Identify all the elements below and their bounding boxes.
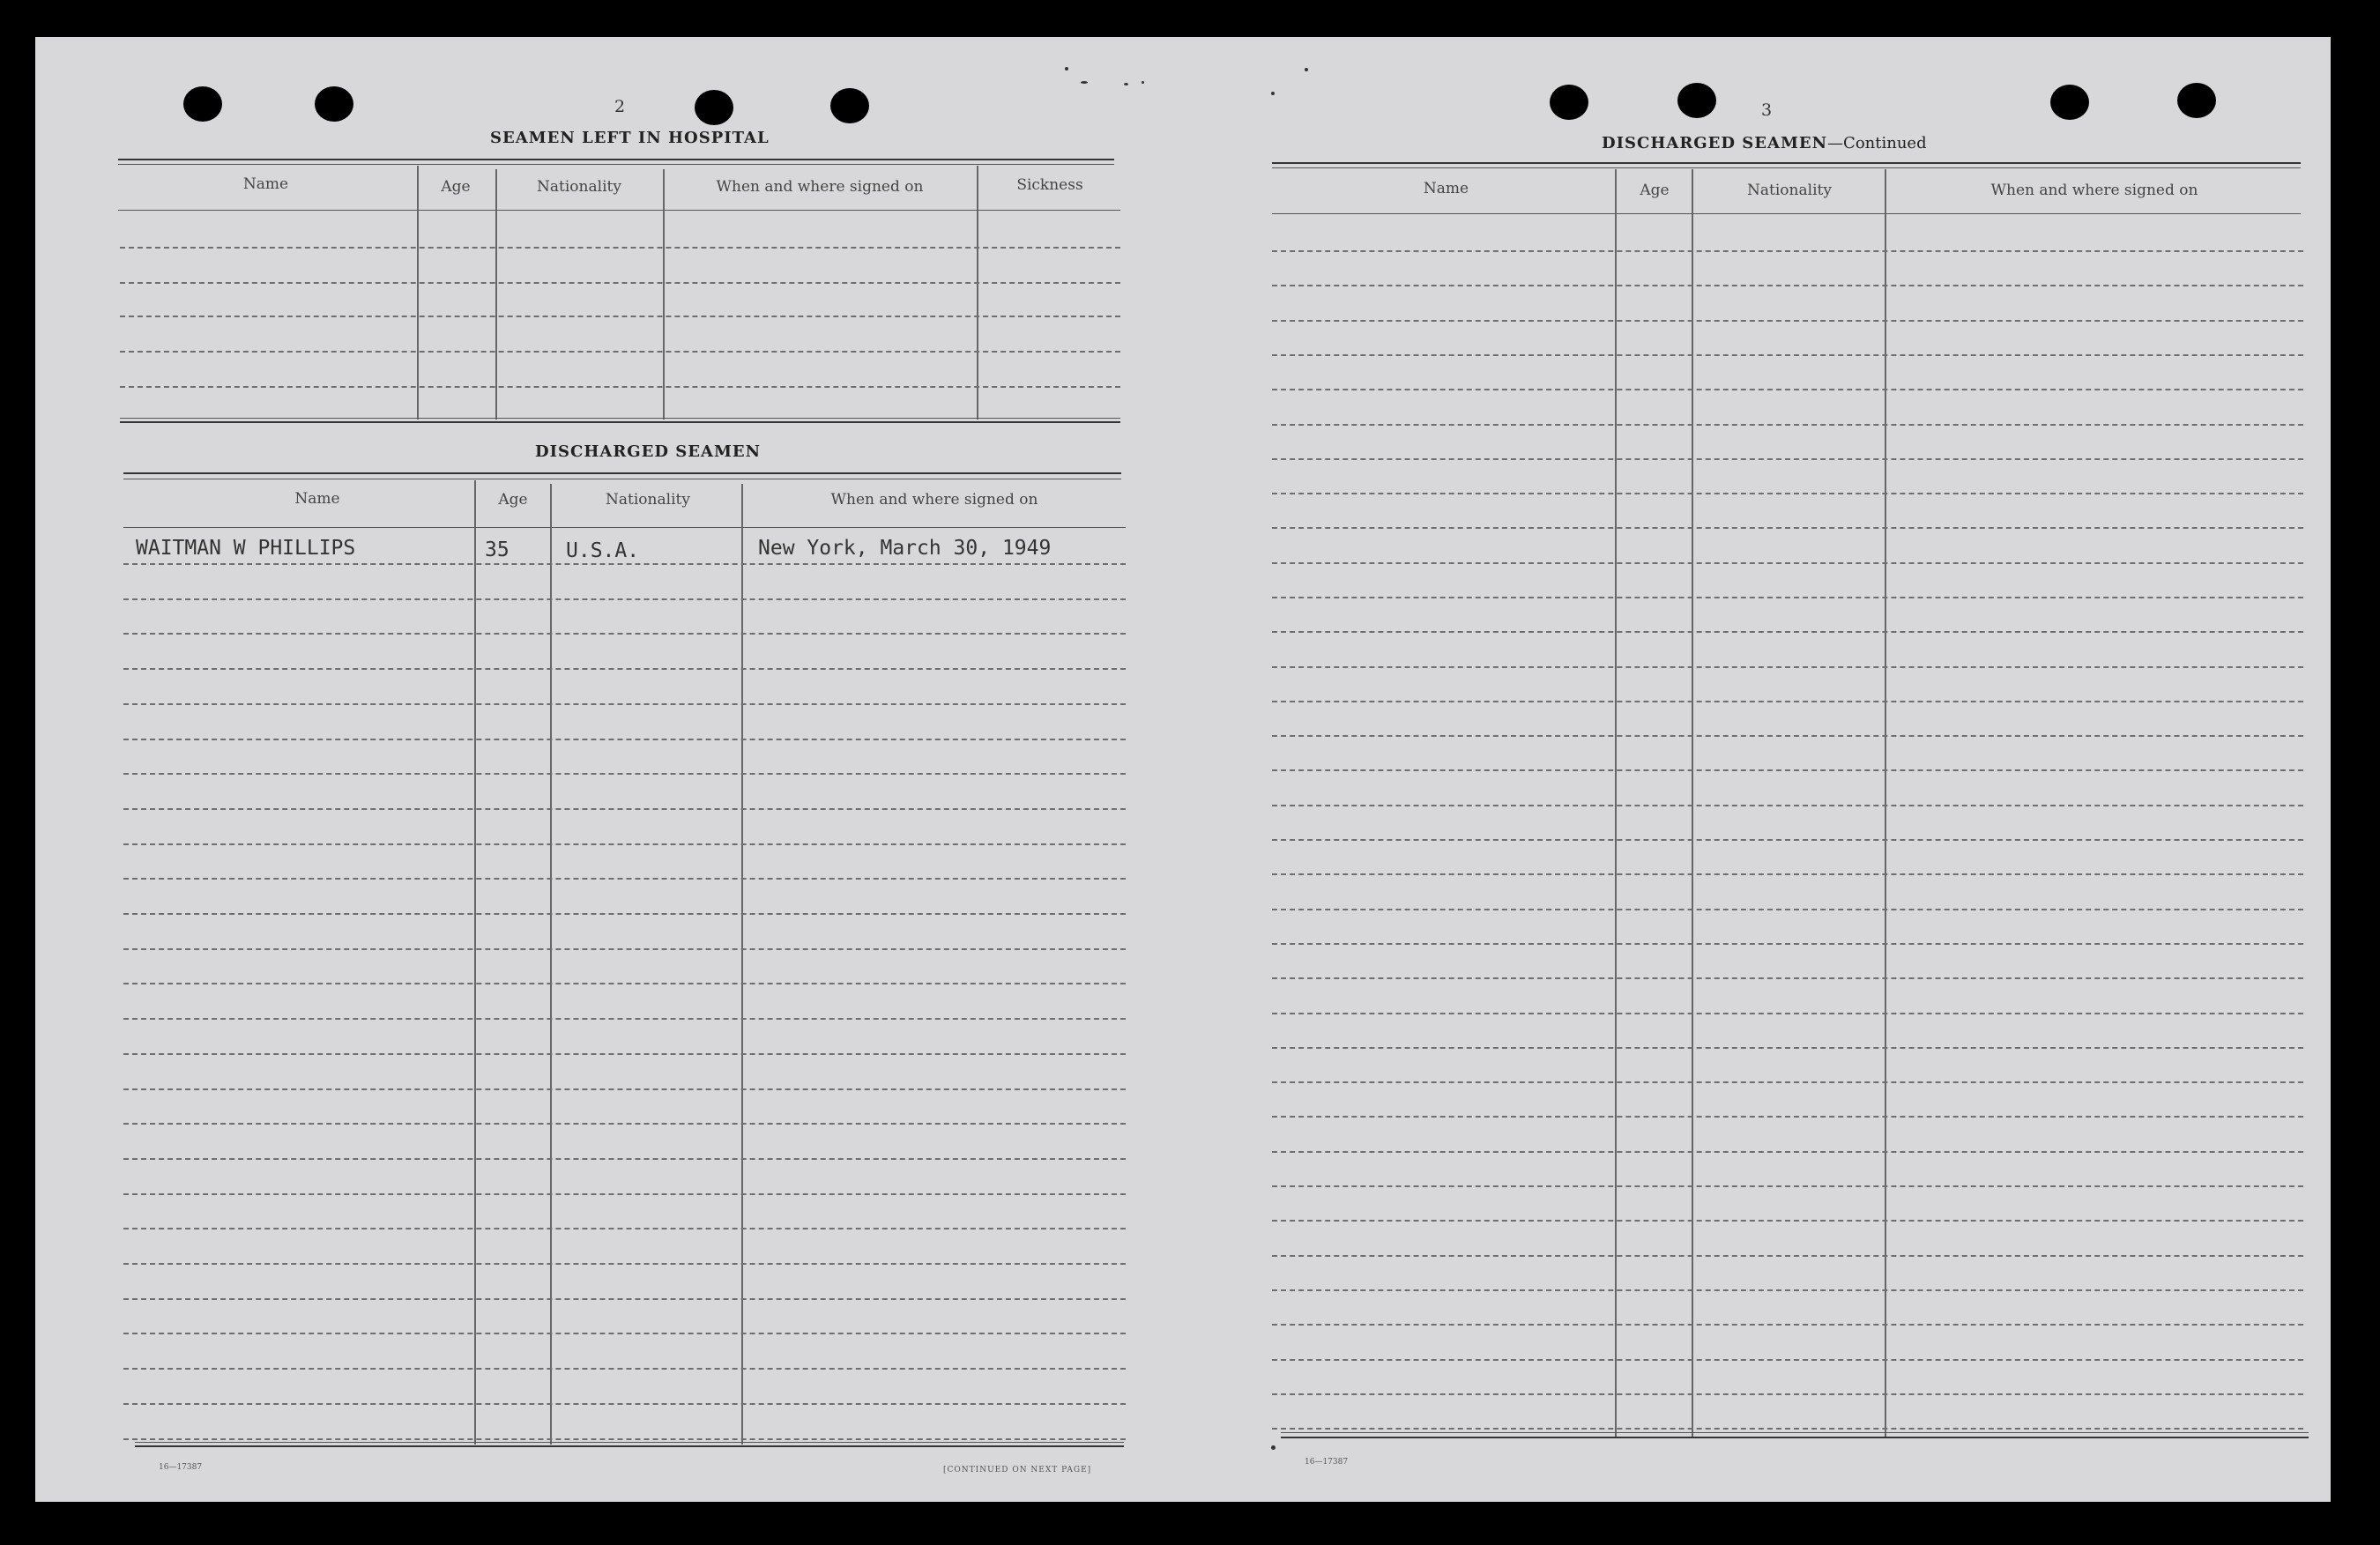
column-header-age: Age: [441, 178, 471, 196]
ink-speck: [1271, 92, 1275, 95]
row-line: [123, 1298, 1126, 1300]
row-line: [123, 1438, 1126, 1440]
row-line: [1272, 701, 2303, 702]
row-line: [1272, 1116, 2303, 1118]
row-line: [123, 983, 1126, 984]
row-line: [120, 282, 1120, 284]
column-divider: [495, 169, 497, 420]
row-line: [1272, 943, 2303, 945]
form-number: 16—17387: [159, 1463, 203, 1472]
row-line: [123, 1053, 1126, 1055]
ink-speck: [1081, 81, 1088, 84]
column-header-name: Name: [294, 490, 340, 508]
column-header-age: Age: [498, 491, 528, 509]
title-text: DISCHARGED SEAMEN: [1602, 134, 1828, 152]
row-line: [1272, 597, 2303, 598]
table-top-rule: [1272, 167, 2301, 168]
row-line: [123, 948, 1126, 950]
punch-hole: [183, 86, 222, 122]
table-bottom-rule: [1281, 1437, 2309, 1438]
column-divider: [1692, 169, 1693, 1438]
form-number: 16—17387: [1305, 1458, 1349, 1467]
table-bottom-rule: [1281, 1432, 2309, 1433]
row-line: [123, 843, 1126, 845]
row-line: [120, 247, 1120, 249]
entry-name: WAITMAN W PHILLIPS: [136, 537, 356, 560]
continued-note: [CONTINUED ON NEXT PAGE]: [943, 1466, 1092, 1474]
table-top-rule: [1272, 162, 2301, 164]
page-number: 3: [1761, 100, 1773, 120]
row-line: [120, 316, 1120, 317]
row-line: [123, 1123, 1126, 1125]
row-line: [1272, 666, 2303, 668]
row-line: [123, 1018, 1126, 1020]
row-line: [123, 913, 1126, 915]
ink-speck: [1065, 67, 1068, 71]
row-line: [1272, 631, 2303, 633]
row-line: [1272, 1393, 2303, 1395]
row-line: [123, 1228, 1126, 1229]
row-line: [1272, 389, 2303, 390]
row-line: [123, 563, 1126, 565]
column-divider: [977, 166, 978, 420]
table-top-rule: [123, 472, 1121, 474]
section-title-discharged-continued: [1602, 134, 1927, 152]
table-bottom-rule: [135, 1442, 1124, 1443]
row-line: [123, 773, 1126, 775]
header-rule: [1272, 213, 2301, 214]
column-header-name: Name: [1423, 180, 1469, 197]
header-rule: [118, 210, 1120, 211]
ink-speck: [1124, 83, 1128, 85]
punch-hole: [1550, 85, 1588, 120]
row-line: [1272, 1185, 2303, 1187]
column-header-nationality: Nationality: [537, 178, 621, 196]
row-line: [1272, 909, 2303, 910]
row-line: [123, 598, 1126, 600]
row-line: [123, 1158, 1126, 1160]
column-header-name: Name: [242, 175, 289, 193]
column-header-signed-on: When and where signed on: [716, 178, 924, 196]
table-bottom-rule: [120, 418, 1120, 419]
row-line: [123, 878, 1126, 880]
title-suffix: —Continued: [1827, 134, 1927, 152]
row-line: [123, 1403, 1126, 1405]
column-divider: [1615, 169, 1617, 1438]
row-line: [123, 1193, 1126, 1195]
entry-nationality: U.S.A.: [566, 539, 640, 562]
row-line: [123, 808, 1126, 810]
section-title-hospital: SEAMEN LEFT IN HOSPITAL: [490, 129, 770, 147]
row-line: [1272, 285, 2303, 286]
row-line: [1272, 458, 2303, 460]
entry-signed-on: New York, March 30, 1949: [758, 537, 1052, 560]
row-line: [1272, 320, 2303, 322]
page-number: 2: [614, 97, 626, 116]
table-top-rule: [118, 159, 1114, 160]
table-bottom-rule: [120, 421, 1120, 423]
row-line: [1272, 977, 2303, 979]
entry-age: 35: [485, 539, 509, 561]
ledger-sheet: [35, 37, 2331, 1502]
row-line: [123, 1333, 1126, 1334]
row-line: [1272, 1220, 2303, 1222]
column-divider: [417, 166, 419, 420]
row-line: [1272, 1324, 2303, 1326]
row-line: [120, 386, 1120, 388]
section-title-discharged: DISCHARGED SEAMEN: [535, 442, 762, 461]
row-line: [123, 703, 1126, 705]
column-header-nationality: Nationality: [1747, 182, 1832, 199]
header-rule: [123, 527, 1126, 528]
column-divider: [741, 484, 743, 1445]
row-line: [1272, 424, 2303, 426]
row-line: [1272, 1289, 2303, 1291]
row-line: [120, 351, 1120, 353]
row-line: [1272, 527, 2303, 529]
row-line: [1272, 769, 2303, 771]
row-line: [1272, 805, 2303, 806]
table-top-rule: [118, 164, 1114, 165]
ink-speck: [1305, 68, 1308, 71]
row-line: [1272, 1359, 2303, 1361]
row-line: [123, 1368, 1126, 1370]
column-header-age: Age: [1640, 182, 1670, 199]
row-line: [1272, 1428, 2303, 1430]
punch-hole: [1677, 83, 1716, 118]
punch-hole: [830, 88, 869, 123]
row-line: [1272, 493, 2303, 494]
row-line: [123, 739, 1126, 740]
punch-hole: [2177, 83, 2216, 118]
row-line: [1272, 839, 2303, 841]
row-line: [1272, 250, 2303, 252]
column-divider: [663, 169, 665, 420]
ink-speck: [1271, 1445, 1276, 1450]
row-line: [1272, 354, 2303, 356]
punch-hole: [315, 86, 353, 122]
row-line: [1272, 562, 2303, 564]
punch-hole: [695, 90, 733, 125]
row-line: [1272, 1047, 2303, 1049]
column-header-signed-on: When and where signed on: [830, 491, 1038, 509]
row-line: [1272, 1013, 2303, 1014]
row-line: [123, 633, 1126, 635]
row-line: [1272, 735, 2303, 737]
punch-hole: [2050, 85, 2089, 120]
row-line: [1272, 1081, 2303, 1083]
row-line: [123, 1088, 1126, 1090]
row-line: [1272, 873, 2303, 875]
column-header-signed-on: When and where signed on: [1990, 182, 2198, 199]
table-bottom-rule: [135, 1445, 1124, 1447]
row-line: [1272, 1255, 2303, 1257]
ink-speck: [1142, 81, 1144, 84]
column-header-nationality: Nationality: [606, 491, 690, 509]
row-line: [123, 1263, 1126, 1265]
column-header-sickness: Sickness: [1016, 176, 1083, 194]
column-divider: [1885, 169, 1886, 1438]
column-divider: [550, 484, 552, 1445]
row-line: [123, 668, 1126, 670]
row-line: [1272, 1151, 2303, 1153]
